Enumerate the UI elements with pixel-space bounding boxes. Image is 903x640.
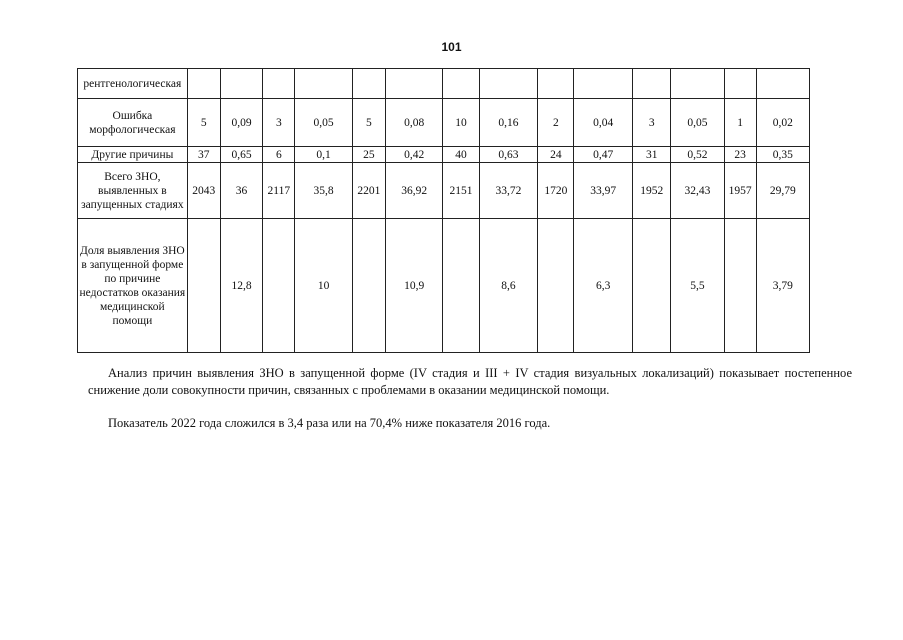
table-cell: 0,05 bbox=[295, 99, 353, 147]
table-cell: 36 bbox=[220, 163, 263, 219]
table-cell: 2043 bbox=[187, 163, 220, 219]
table-cell bbox=[295, 69, 353, 99]
row-label: Доля выявления ЗНО в запущенной форме по причине недостатков оказания медицинской помощи bbox=[78, 219, 188, 353]
table-cell: 5 bbox=[187, 99, 220, 147]
table-cell: 0,16 bbox=[479, 99, 538, 147]
table-cell: 36,92 bbox=[385, 163, 443, 219]
table-cell: 10 bbox=[295, 219, 353, 353]
analysis-paragraph: Анализ причин выявления ЗНО в запущенной форме (IV стадия и III + IV стадия визуальных локализаций) показывает постепенное снижение доли совокупности причин, связанных с проблемами в оказании медицинской помощи. bbox=[88, 366, 852, 397]
table-cell: 1720 bbox=[538, 163, 574, 219]
table-cell: 0,09 bbox=[220, 99, 263, 147]
table-cell bbox=[187, 219, 220, 353]
table-cell: 2 bbox=[538, 99, 574, 147]
causes-table bbox=[77, 68, 810, 353]
table-cell: 0,65 bbox=[220, 147, 263, 163]
table-cell bbox=[756, 69, 809, 99]
table-cell bbox=[574, 69, 633, 99]
table-cell bbox=[633, 219, 671, 353]
table-cell: 8,6 bbox=[479, 219, 538, 353]
table-row bbox=[78, 147, 810, 163]
table-cell: 0,52 bbox=[671, 147, 724, 163]
table-cell bbox=[385, 69, 443, 99]
table-cell bbox=[352, 69, 385, 99]
table-cell: 31 bbox=[633, 147, 671, 163]
conclusion-paragraph: Показатель 2022 года сложился в 3,4 раза или на 70,4% ниже показателя 2016 года. bbox=[108, 416, 551, 430]
table-cell: 0,08 bbox=[385, 99, 443, 147]
row-label: Ошибка морфологическая bbox=[78, 99, 188, 147]
table-cell bbox=[724, 69, 756, 99]
table-cell: 5 bbox=[352, 99, 385, 147]
table-cell: 23 bbox=[724, 147, 756, 163]
table-cell: 12,8 bbox=[220, 219, 263, 353]
table-cell: 6,3 bbox=[574, 219, 633, 353]
table-cell bbox=[479, 69, 538, 99]
table-cell: 0,05 bbox=[671, 99, 724, 147]
table-cell: 0,35 bbox=[756, 147, 809, 163]
table-cell: 0,02 bbox=[756, 99, 809, 147]
table-cell: 5,5 bbox=[671, 219, 724, 353]
row-label: Всего ЗНО, выявленных в запущенных стадиях bbox=[78, 163, 188, 219]
table-cell: 29,79 bbox=[756, 163, 809, 219]
table-row bbox=[78, 163, 810, 219]
table-row bbox=[78, 99, 810, 147]
table-cell: 10,9 bbox=[385, 219, 443, 353]
table-cell: 32,43 bbox=[671, 163, 724, 219]
table-cell: 3 bbox=[633, 99, 671, 147]
table-cell: 37 bbox=[187, 147, 220, 163]
table-cell bbox=[263, 219, 295, 353]
table-row bbox=[78, 69, 810, 99]
table-cell: 2117 bbox=[263, 163, 295, 219]
table-cell: 0,42 bbox=[385, 147, 443, 163]
table-cell bbox=[538, 69, 574, 99]
table-cell: 0,63 bbox=[479, 147, 538, 163]
table-cell: 2151 bbox=[443, 163, 479, 219]
table-cell bbox=[724, 219, 756, 353]
table-cell: 1952 bbox=[633, 163, 671, 219]
table-cell: 3,79 bbox=[756, 219, 809, 353]
table-cell: 1957 bbox=[724, 163, 756, 219]
row-label: рентгенологическая bbox=[78, 69, 188, 99]
table-cell: 1 bbox=[724, 99, 756, 147]
table-cell: 33,97 bbox=[574, 163, 633, 219]
row-label: Другие причины bbox=[78, 147, 188, 163]
table-cell bbox=[443, 219, 479, 353]
table-cell bbox=[671, 69, 724, 99]
table-cell: 24 bbox=[538, 147, 574, 163]
table-cell bbox=[263, 69, 295, 99]
table-cell: 0,47 bbox=[574, 147, 633, 163]
table-cell: 0,04 bbox=[574, 99, 633, 147]
table-cell bbox=[633, 69, 671, 99]
table-cell: 10 bbox=[443, 99, 479, 147]
table-cell: 25 bbox=[352, 147, 385, 163]
table-cell: 33,72 bbox=[479, 163, 538, 219]
table-cell: 0,1 bbox=[295, 147, 353, 163]
table-cell bbox=[187, 69, 220, 99]
table-cell bbox=[538, 219, 574, 353]
table-cell: 35,8 bbox=[295, 163, 353, 219]
table-row bbox=[78, 219, 810, 353]
table-cell: 3 bbox=[263, 99, 295, 147]
table-cell bbox=[220, 69, 263, 99]
table-cell bbox=[443, 69, 479, 99]
page-number: 101 bbox=[441, 40, 462, 54]
table-cell: 40 bbox=[443, 147, 479, 163]
table-cell bbox=[352, 219, 385, 353]
table-cell: 2201 bbox=[352, 163, 385, 219]
table-cell: 6 bbox=[263, 147, 295, 163]
